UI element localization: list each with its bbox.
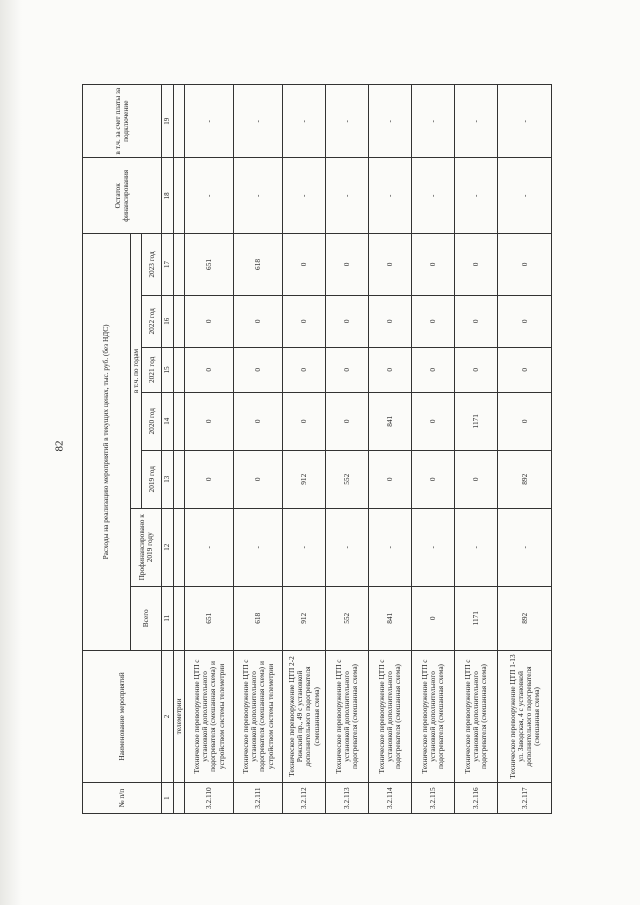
row-remaining: - [498, 158, 552, 234]
table-row [234, 85, 283, 814]
header-by-year-group: в т.ч. по годам [131, 234, 142, 509]
row-financed: - [498, 508, 552, 586]
row-total: 618 [234, 586, 283, 650]
column-index: 11 [162, 586, 174, 650]
row-2021: 0 [412, 347, 455, 392]
header-year-2020: 2020 год [142, 392, 162, 450]
row-2021: 0 [234, 347, 283, 392]
row-2020: 0 [234, 392, 283, 450]
row-num: 3.2.113 [326, 783, 369, 814]
row-remaining: - [326, 158, 369, 234]
row-2021: 0 [369, 347, 412, 392]
row-fee: - [455, 85, 498, 158]
row-num: 3.2.110 [185, 783, 234, 814]
row-fee: - [234, 85, 283, 158]
row-remaining: - [369, 158, 412, 234]
row-2019: 892 [498, 450, 552, 508]
continuation-row [174, 85, 185, 814]
row-total: 0 [412, 586, 455, 650]
header-remaining: Остаток финансирования [83, 158, 162, 234]
row-fee: - [326, 85, 369, 158]
row-financed: - [412, 508, 455, 586]
header-year-2021: 2021 год [142, 347, 162, 392]
row-2019: 0 [234, 450, 283, 508]
row-2023: 0 [283, 234, 326, 296]
row-2020: 0 [185, 392, 234, 450]
row-remaining: - [412, 158, 455, 234]
scan-edge-shadow [0, 0, 22, 905]
row-2023: 0 [455, 234, 498, 296]
row-total: 552 [326, 586, 369, 650]
header-financed-before: Профинансировано к 2019 году [131, 508, 162, 586]
row-financed: - [455, 508, 498, 586]
row-2023: 0 [369, 234, 412, 296]
row-name: Техническое перевооружение ЦТП 1-13 ул. Заводская, 4 с установкой дополнительного подогревателя (смешанная схема) [498, 650, 552, 783]
row-fee: - [369, 85, 412, 158]
row-2019: 912 [283, 450, 326, 508]
row-num: 3.2.111 [234, 783, 283, 814]
row-2022: 0 [326, 295, 369, 347]
row-fee: - [185, 85, 234, 158]
table-row [412, 85, 455, 814]
table-row [455, 85, 498, 814]
header-year-2019: 2019 год [142, 450, 162, 508]
row-financed: - [283, 508, 326, 586]
row-2022: 0 [455, 295, 498, 347]
row-2022: 0 [283, 295, 326, 347]
row-2021: 0 [455, 347, 498, 392]
row-total: 841 [369, 586, 412, 650]
row-2020: 0 [283, 392, 326, 450]
row-name: Техническое перевооружение ЦТП с установкой дополнительного подогревателя (смешанная схема) и устройством системы телеметрии [234, 650, 283, 783]
row-2021: 0 [185, 347, 234, 392]
row-2020: 1171 [455, 392, 498, 450]
row-num: 3.2.117 [498, 783, 552, 814]
column-index: 13 [162, 450, 174, 508]
row-num: 3.2.112 [283, 783, 326, 814]
continued-text: телеметрии [174, 650, 185, 783]
row-2019: 0 [455, 450, 498, 508]
row-financed: - [185, 508, 234, 586]
table-rotator [82, 84, 547, 814]
row-num: 3.2.115 [412, 783, 455, 814]
row-2019: 552 [326, 450, 369, 508]
column-index: 2 [162, 650, 174, 783]
row-2020: 841 [369, 392, 412, 450]
row-2023: 651 [185, 234, 234, 296]
row-name: Техническое перевооружение ЦТП с установкой дополнительного подогревателя (смешанная схема) [412, 650, 455, 783]
row-2019: 0 [185, 450, 234, 508]
row-2019: 0 [369, 450, 412, 508]
header-name: Наименование мероприятий [83, 650, 162, 783]
header-num: № п/п [83, 783, 162, 814]
column-index-row [162, 85, 174, 814]
row-total: 912 [283, 586, 326, 650]
table-row [185, 85, 234, 814]
budget-table [82, 84, 552, 814]
row-num: 3.2.116 [455, 783, 498, 814]
row-total: 892 [498, 586, 552, 650]
row-2021: 0 [498, 347, 552, 392]
row-2019: 0 [412, 450, 455, 508]
column-index: 14 [162, 392, 174, 450]
row-2023: 618 [234, 234, 283, 296]
column-index: 16 [162, 295, 174, 347]
table-row [283, 85, 326, 814]
row-2022: 0 [498, 295, 552, 347]
row-num: 3.2.114 [369, 783, 412, 814]
row-financed: - [234, 508, 283, 586]
header-year-2022: 2022 год [142, 295, 162, 347]
row-2023: 0 [412, 234, 455, 296]
header-total: Всего [131, 586, 162, 650]
column-index: 12 [162, 508, 174, 586]
row-name: Техническое перевооружение ЦТП с установкой дополнительного подогревателя (смешанная схема) [455, 650, 498, 783]
rotated-table-frame [82, 84, 547, 814]
page-number: 82 [53, 440, 65, 452]
column-index: 17 [162, 234, 174, 296]
row-name: Техническое перевооружение ЦТП с установкой дополнительного подогревателя (смешанная схема) и устройством системы телеметрии [185, 650, 234, 783]
row-fee: - [498, 85, 552, 158]
row-2021: 0 [283, 347, 326, 392]
row-2022: 0 [369, 295, 412, 347]
column-index: 18 [162, 158, 174, 234]
row-2022: 0 [234, 295, 283, 347]
row-name: Техническое перевооружение ЦТП с установкой дополнительного подогревателя (смешанная схема) [369, 650, 412, 783]
row-fee: - [283, 85, 326, 158]
row-2020: 0 [326, 392, 369, 450]
row-2020: 0 [498, 392, 552, 450]
column-index: 19 [162, 85, 174, 158]
table-row [326, 85, 369, 814]
row-name: Техническое перевооружение ЦТП 2-2 Рижский пр., 49 с установкой дополнительного подогревателя (смешанная схема) [283, 650, 326, 783]
row-2023: 0 [326, 234, 369, 296]
column-index: 15 [162, 347, 174, 392]
row-name: Техническое перевооружение ЦТП с установкой дополнительного подогревателя (смешанная схема) [326, 650, 369, 783]
row-remaining: - [455, 158, 498, 234]
row-2022: 0 [185, 295, 234, 347]
row-total: 651 [185, 586, 234, 650]
row-2023: 0 [498, 234, 552, 296]
row-remaining: - [283, 158, 326, 234]
row-2021: 0 [326, 347, 369, 392]
column-index: 1 [162, 783, 174, 814]
header-costs-group: Расходы на реализацию мероприятий в текущих ценах, тыс. руб. (без НДС) [83, 234, 131, 651]
row-fee: - [412, 85, 455, 158]
row-financed: - [326, 508, 369, 586]
header-connection-fee: в т.ч. за счет платы за подключение [83, 85, 162, 158]
header-year-2023: 2023 год [142, 234, 162, 296]
table-row [498, 85, 552, 814]
row-total: 1171 [455, 586, 498, 650]
row-remaining: - [234, 158, 283, 234]
table-row [369, 85, 412, 814]
row-financed: - [369, 508, 412, 586]
row-2020: 0 [412, 392, 455, 450]
row-remaining: - [185, 158, 234, 234]
row-2022: 0 [412, 295, 455, 347]
